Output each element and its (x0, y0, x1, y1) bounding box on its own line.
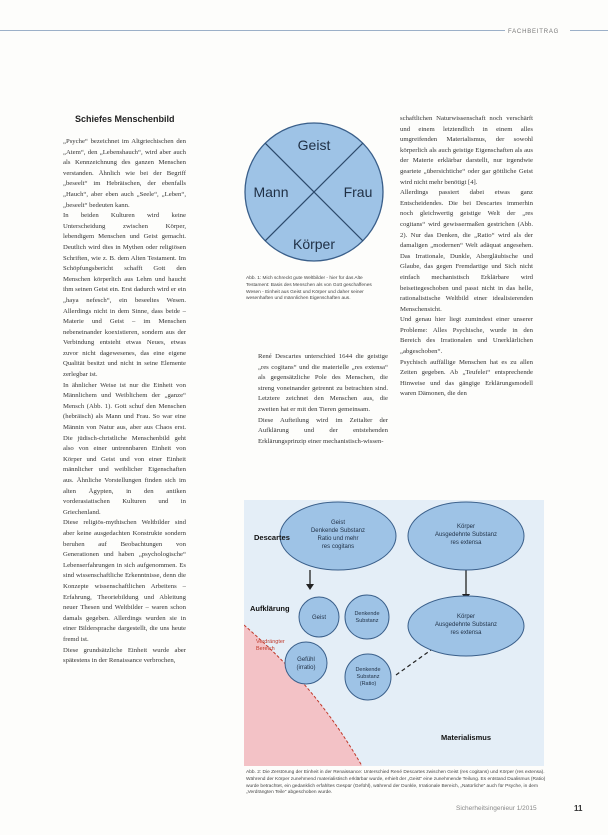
header-rule-left (0, 30, 505, 31)
node-text: Ratio und mehr (317, 536, 359, 542)
node-text: Denkende (355, 667, 381, 673)
text-column-2 (258, 352, 388, 447)
node-text: Substanz (356, 674, 380, 680)
node-text: (irratio) (296, 665, 316, 671)
label-geist: Geist (297, 137, 331, 153)
node-text: res extensa (450, 540, 482, 546)
node-text: res cogitans (321, 544, 355, 550)
node-text: (Ratio) (359, 681, 377, 687)
text-column-1 (63, 137, 186, 667)
node-text: Denkende (354, 611, 380, 617)
paragraph: Diese religiös-mythischen Weltbilder sind aber keine ausgedachten Konstrukte sondern beruhen auf Beobachtungen von Generationen und haben „psychologische“ Lebenserfahrungen in sich aufgenommen. Es sind wissenschaftliche Erkenntnisse, denn die Konzepte wissenschaftlichen Arbeitens – Erfahrung, Theoriebildung und Ableitung neuer Thesen und Weltbilder – waren schon damals gegeben. Allerdings wurden sie in einer Bildersprache dargestellt, die uns heute fremd ist. (63, 519, 186, 643)
paragraph: In ähnlicher Weise ist nur die Einheit von Männlichem und Weiblichem der „ganze“ Mensch (Abb. 1). Gott schuf den Menschen (hebräisch) als Mann und Frau. So war eine Männin von Natur aus, aber aus Chaos erst. Die jüdisch-christliche Menschenbild geht also von einer untrennbaren Einheit von Körper und Geist und von einer Einheit männlicher und weiblicher Eigenschaften aus. Ähnliche Vorstellungen finden sich im alten Ägypten, in den antiken vorderasiatischen Kulturen und in Griechenland. (63, 381, 186, 516)
node-text: Denkende Substanz (310, 528, 366, 534)
node-text: Ausgedehnte Substanz (434, 622, 498, 628)
node-text: Gefühl (297, 657, 315, 663)
journal-name: Sicherheitsingenieur 1/2015 (456, 805, 537, 812)
article-heading: Schiefes Menschenbild (75, 114, 175, 124)
materialismus-label: Materialismus (440, 733, 492, 742)
repressed-label: Bereich (256, 646, 275, 652)
paragraph: Diese grundsätzliche Einheit wurde aber spätestens in der Renaissance verbrochen, (63, 646, 186, 665)
paragraph: In beiden Kulturen wird keine Unterscheidung zwischen Körper, lebendigem Menschen und Geist gemacht. Deutlich wird dies in Mythen oder religiösen Schriften, wie z. B. dem Alten Testament. Im Schöpfungsbericht schafft Gott den Menschen körperlich aus Lehm und haucht ihm seinen Geist ein. Erst dadurch wird er ein „haya nefesch“, ein beseeltes Wesen. Allerdings nicht in dem Sinne, dass beide – Materie und Geist – im Menschen nebeneinander koexistieren, sondern aus der Verbindung entsteht etwas Neues, etwas zuvor nicht dagewesenes, das eine eigene Qualität besitzt und nicht in seine Elemente zerlegbar ist. (63, 212, 186, 379)
figure-1-caption: Abb. 1: Mich schreckt gute Weltbilder - hier für das Alte Testament: Basis des Menschen als von Gott geschaffenes Wesen - Einheit aus Geist und Körper und daher seiner wesenhaften und männlichen Eigenschaften aus. (246, 276, 372, 302)
paragraph: Und genau hier liegt zumindest einer unserer Probleme: Alles Psychische, wurde in den Bereich des Irrationalen und Unerklärlichen „abgeschoben“. (400, 316, 533, 356)
node-gefuehl (285, 642, 327, 684)
paragraph: schaftlichen Naturwissenschaft noch verschärft und einem letztendlich in einem alles umgreifenden Materialismus, der sowohl körperlich als auch geistige Eigenschaften als aus der Materie erklärbar darstellt, nur irgendwie geartete „übersichtiche“ oder gar göttliche Geist wird nicht mehr benötigt [4]. (400, 115, 533, 186)
figure-2-diagram (244, 500, 544, 766)
node-text: Geist (330, 520, 346, 526)
paragraph: Psychisch auffällige Menschen hat es zu allen Zeiten gegeben. Ab „Teufelei“ entsprechende Hinweise und das gängige Erklärungsmodell waren Dämonen, die den (400, 358, 533, 398)
node-text: Ausgedehnte Substanz (434, 532, 498, 538)
label-mann: Mann (253, 184, 289, 200)
paragraph: Diese Aufteilung wird im Zeitalter der Aufklärung und der entstehenden Erklärungsprinzip einer mechanistisch-wissen- (258, 416, 388, 445)
node-text: Substanz (355, 618, 379, 624)
node-text: Geist (311, 615, 327, 621)
repressed-label: Verdrängter (256, 639, 285, 645)
figure-2-caption: Abb. 2: Die Zerstörung der Einheit in der Renaissance: Unterschied René Descartes zwischen Geist (res cogitans) und Körper (res extensa). Während der Körper zunehmend materialistisch erklärbar wurde, erhielt der „Geist“ eine zunehmende Teilung. Es entstand Dualismus (Ratio) wurde betrachtet, ein gedanklich erfahltes Gespür (Gefühl), während der Dunkle, Irrationale Bereich, „Natürliche“ auch für Psyche, in dem „Verdrängten Teile“ abgeschoben wurde. (246, 770, 546, 796)
label-koerper: Körper (292, 236, 336, 252)
aufklaerung-label: Aufklärung (250, 604, 290, 613)
section-tag: FACHBEITRAG (508, 29, 560, 35)
node-text: Körper (456, 524, 476, 530)
node-text: Körper (456, 614, 476, 620)
node-text: res extensa (450, 630, 482, 636)
header-rule-right (570, 30, 608, 31)
label-frau: Frau (343, 184, 373, 200)
descartes-label: Descartes (254, 533, 290, 542)
paragraph: René Descartes unterschied 1644 die geistige „res cogitans“ und die materielle „res extensa“ als gegensätzliche Pole des Menschen, die streng voneinander getrennt zu betrachten sind. Letztere zeichnet den Menschen aus, die zweiten hat er mit den Tieren gemeinsam. (258, 353, 388, 413)
paragraph: „Psyche“ bezeichnet im Altgriechischen den „Atem“, den „Lebenshauch“, wird aber auch als Kennzeichnung des ganzen Menschen verstanden. Ähnlich wie bei der Begriff „beseelt“ im Hebräischen, der ebenfalls „Hauch“, aber eben auch „Seele“, „Leben“, „beseelt“ bedeuten kann. (63, 138, 186, 209)
figure-1-diagram (244, 112, 384, 272)
node-denkende (345, 595, 389, 639)
paragraph: Allerdings passiert dabei etwas ganz Entscheidendes. Die bei Descartes immerhin noch gleichwertig geistige Welt der „res cogitans“ wird gewissermaßen gestrichen (Abb. 2). Nur das Denken, die „Ratio“ wird als der damaligen „modernen“ Welt adäquat angesehen. Das Irrationale, Dunkle, Abergläubische und Glaube, das gegen Fremdartige und Sich nicht einfach mechanistisch Erklärbare wird beiseitegeschoben und passt nicht in das helle, rationalistische Weltbild einer idealisierenden Menschensicht. (400, 189, 533, 313)
page-number: 11 (574, 804, 583, 813)
text-column-3 (400, 114, 533, 400)
